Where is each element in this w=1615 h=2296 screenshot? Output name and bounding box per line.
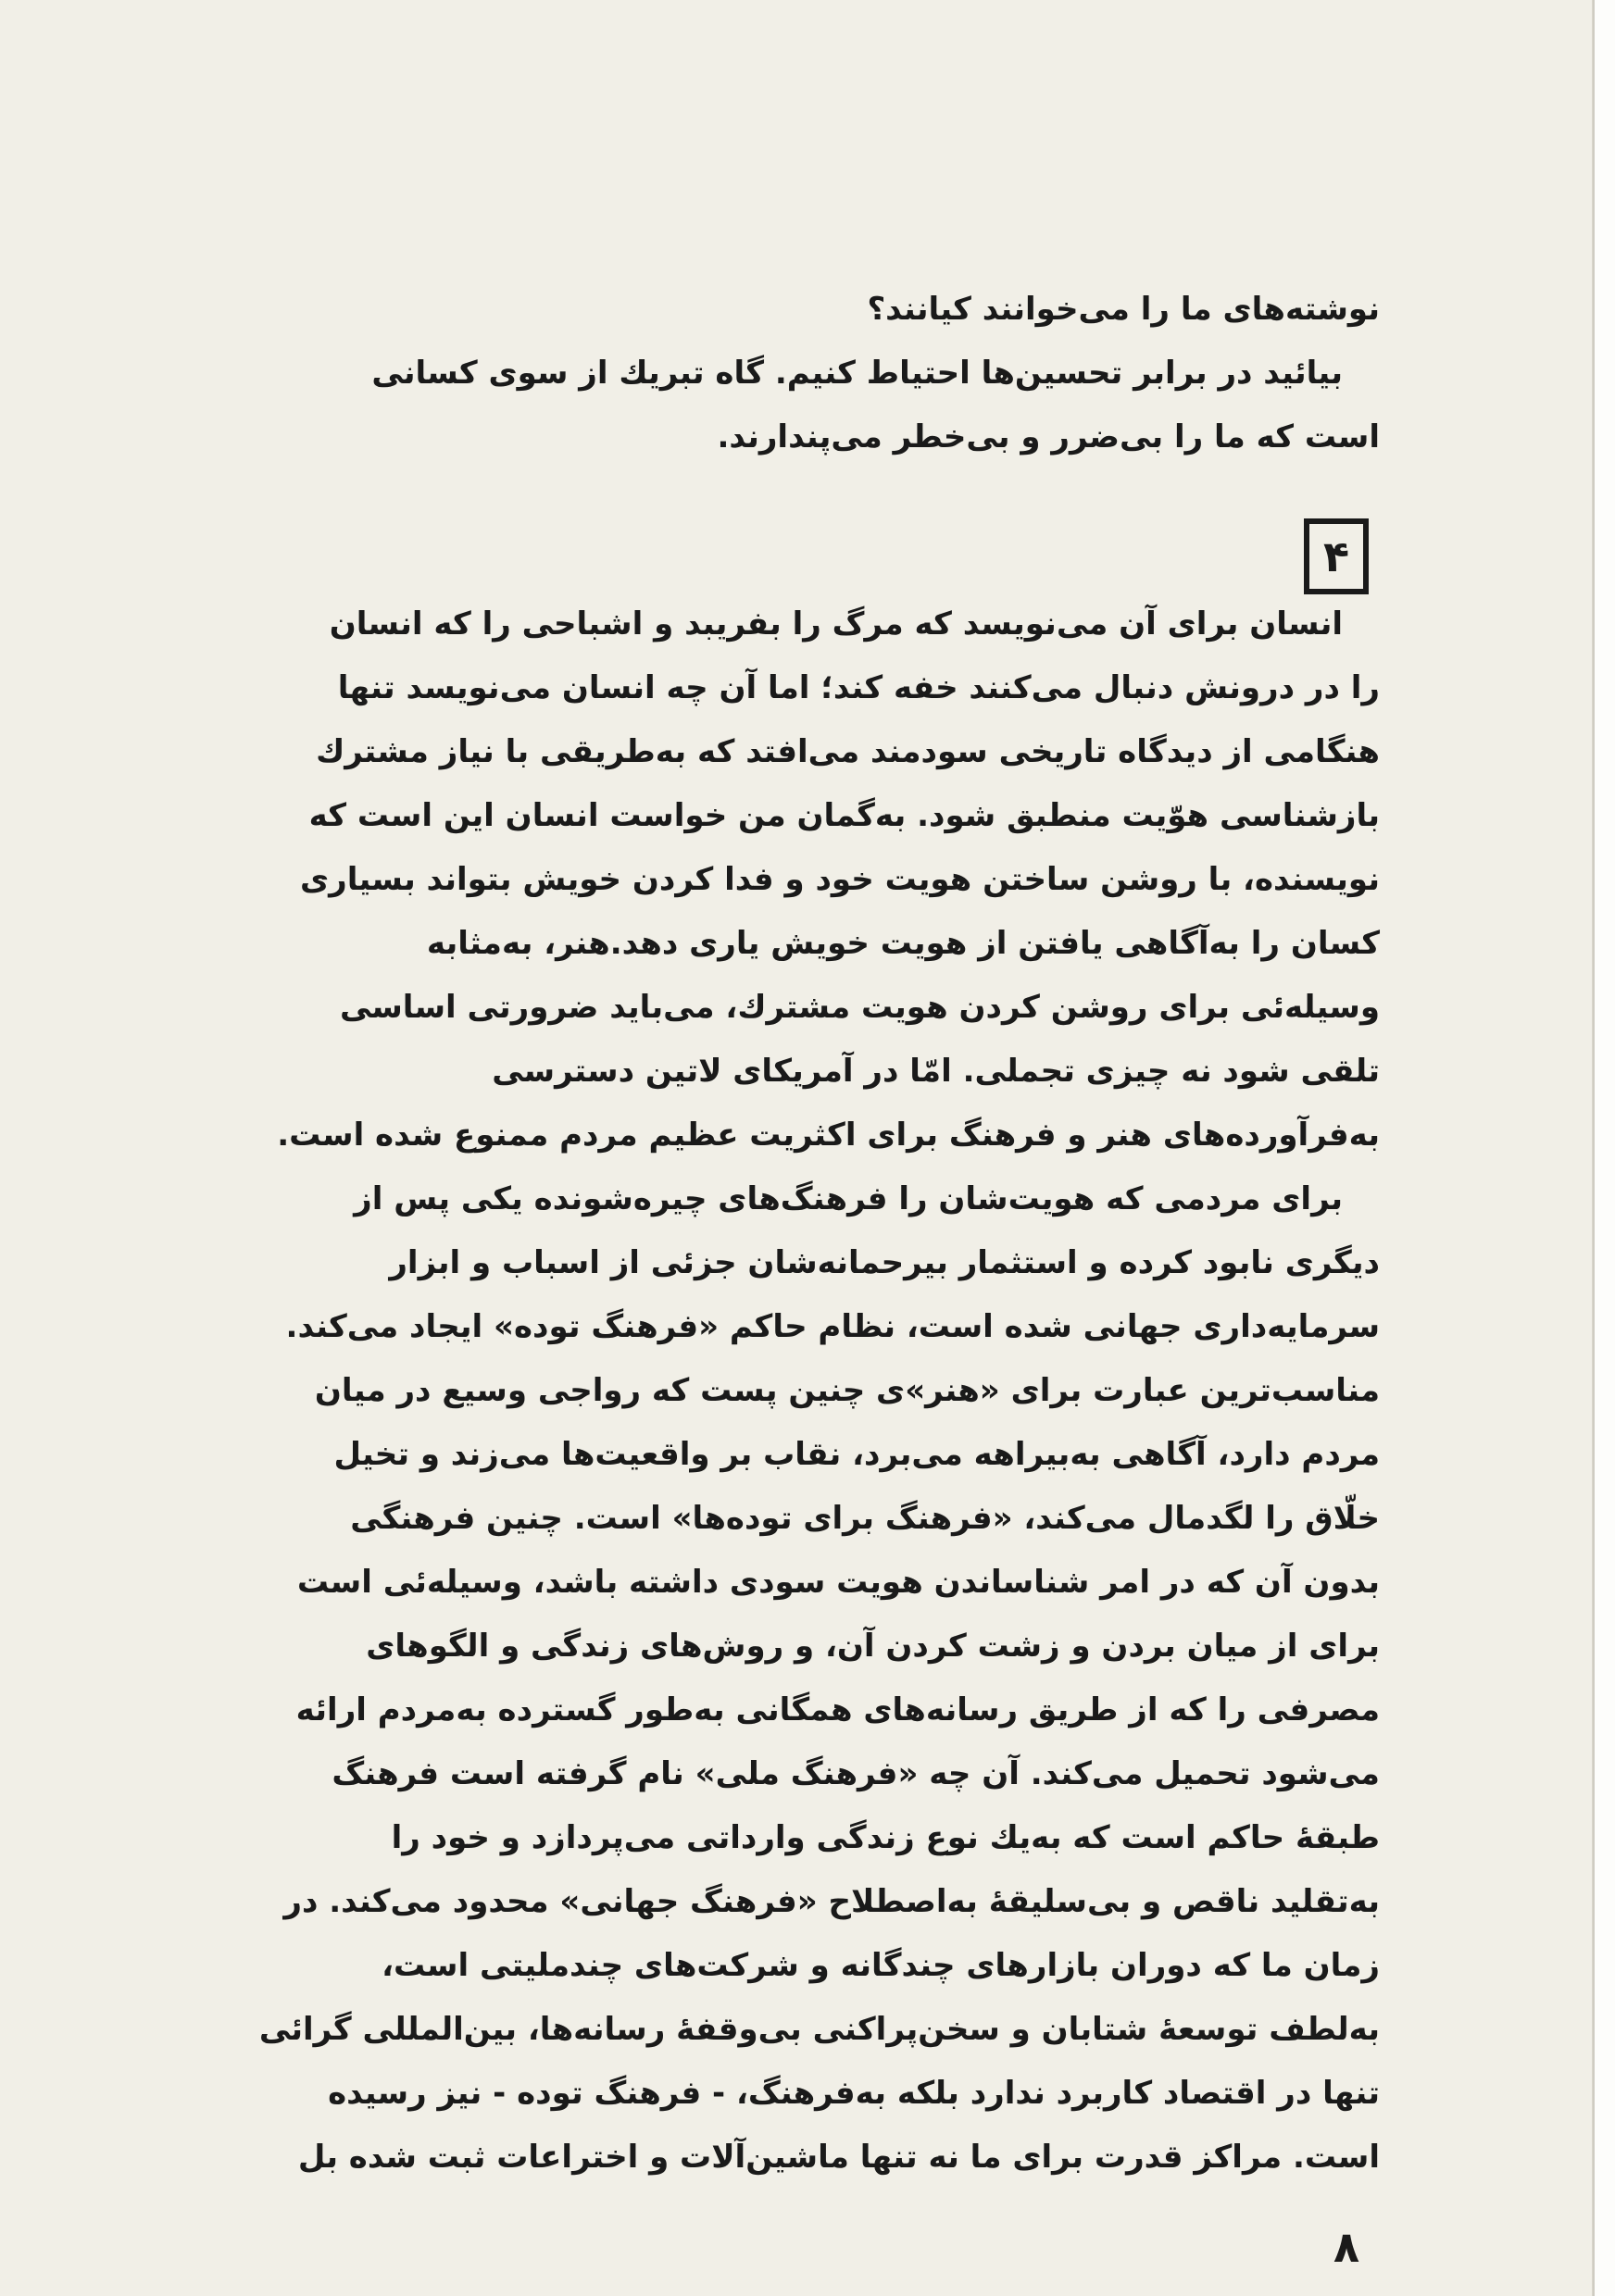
section-number-box bbox=[1304, 518, 1369, 594]
p2-line: سرمایه‌داری جهانی شده است، نظام حاکم «فرهنگ توده» ایجاد می‌کند. bbox=[285, 1308, 1380, 1345]
p1-line: انسان برای آن می‌نویسد که مرگ را بفریبد و اشباحی را که انسان bbox=[329, 605, 1343, 643]
p2-line: مصرفی را که از طریق رسانه‌های همگانی به‌طور گسترده به‌مردم ارائه bbox=[295, 1691, 1380, 1728]
page-number: ۸ bbox=[1333, 2222, 1360, 2272]
p2-line: خلّاق را لگدمال می‌کند، «فرهنگ برای توده‌ها» است. چنین فرهنگی bbox=[350, 1500, 1380, 1537]
p2-line: طبقهٔ حاکم است که به‌یك نوع زندگی وارداتی می‌پردازد و خود را bbox=[391, 1819, 1380, 1856]
p2-line: برای از میان بردن و زشت کردن آن، و روش‌های زندگی و الگوهای bbox=[366, 1628, 1380, 1665]
p1-line: را در درونش دنبال می‌کنند خفه کند؛ اما آن چه انسان می‌نویسد تنها bbox=[337, 669, 1380, 706]
p2-line: زمان ما که دوران بازارهای چندگانه و شرکت‌های چندملیتی است، bbox=[382, 1947, 1380, 1984]
page-edge bbox=[1593, 0, 1615, 2296]
p2-line: تنها در اقتصاد کاربرد ندارد بلکه به‌فرهنگ، - فرهنگ توده - نیز رسیده bbox=[328, 2075, 1380, 2112]
p2-line: به‌تقلید ناقص و بی‌سلیقهٔ به‌اصطلاح «فرهنگ جهانی» محدود می‌کند. در bbox=[283, 1883, 1380, 1920]
p2-line: مناسب‌ترین عبارت برای «هنر»ی چنین پست که رواجی وسیع در میان bbox=[314, 1372, 1380, 1409]
p1-line: به‌فرآورده‌های هنر و فرهنگ برای اکثریت عظیم مردم ممنوع شده است. bbox=[277, 1117, 1380, 1154]
p1-line: بازشناسی هوّیت منطبق شود. به‌گمان من خواست انسان این است که bbox=[308, 797, 1380, 834]
p1-line: وسیله‌ئی برای روشن کردن هویت مشترك، می‌باید ضرورتی اساسی bbox=[339, 989, 1380, 1026]
body-text bbox=[220, 593, 1380, 2190]
p1-line: نویسنده، با روشن ساختن هویت خود و فدا کردن خویش بتواند بسیاری bbox=[299, 861, 1380, 898]
p2-line: مردم دارد، آگاهی به‌بیراهه می‌برد، نقاب بر واقعیت‌ها می‌زند و تخیل bbox=[333, 1436, 1380, 1473]
section-number: ۴ bbox=[1322, 531, 1350, 581]
p1-line: تلقی شود نه چیزی تجملی. امّا در آمریکای لاتین دسترسی bbox=[492, 1053, 1380, 1090]
intro-line-3: است که ما را بی‌ضرر و بی‌خطر می‌پندارند. bbox=[717, 418, 1380, 455]
intro-line-2: بیائید در برابر تحسین‌ها احتیاط کنیم. گاه تبریك از سوی کسانی bbox=[371, 355, 1343, 392]
intro-text bbox=[220, 278, 1380, 469]
p2-line: می‌شود تحمیل می‌کند. آن چه «فرهنگ ملی» نام گرفته است فرهنگ bbox=[332, 1755, 1380, 1792]
p2-line: به‌لطف توسعهٔ شتابان و سخن‌پراکنی بی‌وقفهٔ رسانه‌ها، بین‌المللی گرائی bbox=[258, 2011, 1380, 2048]
p2-line: دیگری نابود کرده و استثمار بیرحمانه‌شان جزئی از اسباب و ابزار bbox=[389, 1244, 1380, 1281]
intro-line-1: نوشته‌های ما را می‌خوانند کیانند؟ bbox=[867, 291, 1380, 328]
p2-line: برای مردمی که هویت‌شان را فرهنگ‌های چیره‌شونده یکی پس از bbox=[354, 1180, 1343, 1217]
p1-line: کسان را به‌آگاهی یافتن از هویت خویش یاری دهد.هنر، به‌مثابه bbox=[426, 925, 1380, 962]
p2-line: بدون آن که در امر شناساندن هویت سودی داشته باشد، وسیله‌ئی است bbox=[296, 1564, 1380, 1601]
p1-line: هنگامی از دیدگاه تاریخی سودمند می‌افتد که به‌طریقی با نیاز مشترك bbox=[316, 733, 1380, 770]
p2-line: است. مراکز قدرت برای ما نه تنها ماشین‌آلات و اختراعات ثبت شده بل bbox=[297, 2139, 1380, 2176]
